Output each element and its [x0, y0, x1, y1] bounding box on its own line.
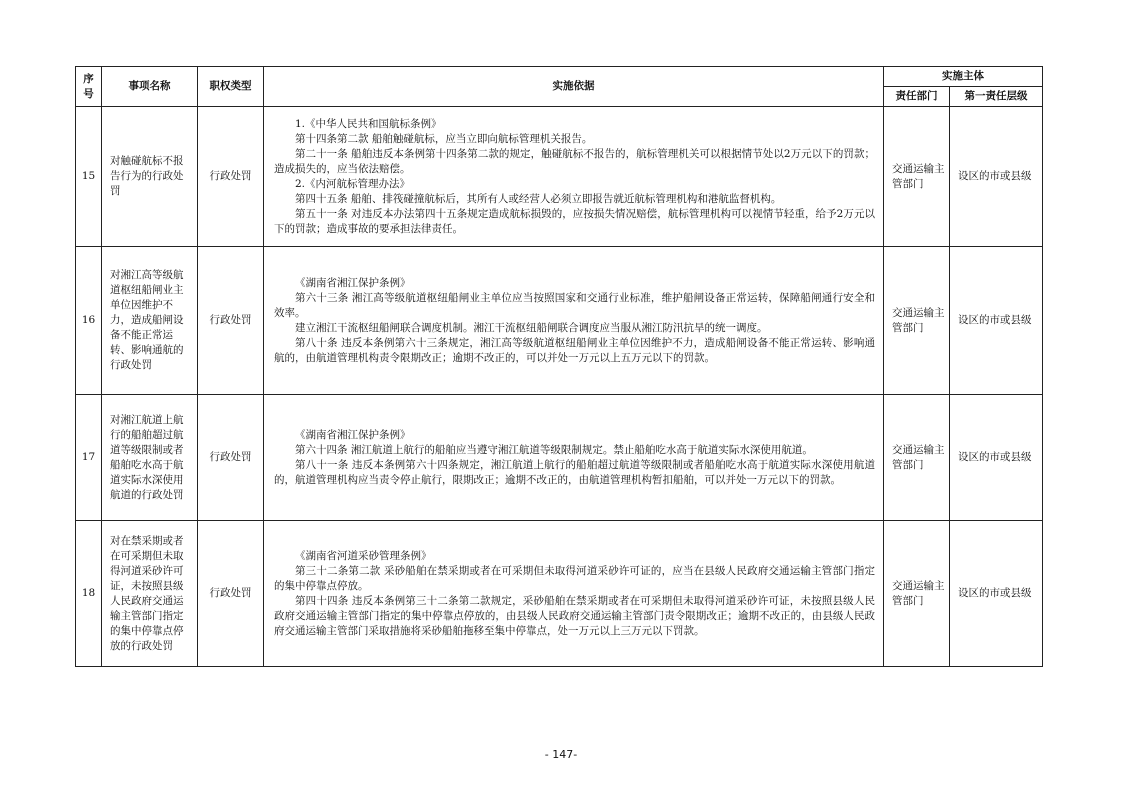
legal-basis [264, 395, 884, 521]
power-type: 行政处罚 [198, 107, 264, 247]
header-type: 职权类型 [198, 67, 264, 107]
basis-paragraph: 第八十条 违反本条例第六十三条规定，湘江高等级航道枢纽船闸业主单位因维护不力，造成船闸设备不能正常运转、影响通航的，由航道管理机构责令限期改正；逾期不改正的，可以并处一万元以上五万元以下的罚款。 [274, 336, 875, 364]
item-name: 对触碰航标不报告行为的行政处罚 [102, 107, 198, 247]
table-row [76, 247, 1043, 395]
basis-paragraph: 第八十一条 违反本条例第六十四条规定，湘江航道上航行的船舶超过航道等级限制或者船舶吃水高于航道实际水深使用航道的，航道管理机构应当责令停止航行，限期改正；逾期不改正的，由航道管理机构暂扣船舶，可以并处一万元以下的罚款。 [274, 458, 875, 486]
row-index: 17 [76, 395, 102, 521]
responsibility-level: 设区的市或县级 [950, 107, 1043, 247]
responsible-dept: 交通运输主管部门 [884, 107, 950, 247]
table-row [76, 521, 1043, 667]
table-row [76, 107, 1043, 247]
responsibility-level: 设区的市或县级 [950, 395, 1043, 521]
basis-paragraph: 2.《内河航标管理办法》 [295, 177, 411, 190]
legal-basis [264, 521, 884, 667]
item-name: 对湘江航道上航行的船舶超过航道等级限制或者船舶吃水高于航道实际水深使用航道的行政处罚 [102, 395, 198, 521]
header-basis: 实施依据 [264, 67, 884, 107]
item-name: 对湘江高等级航道枢纽船闸业主单位因维护不力，造成船闸设备不能正常运转、影响通航的行政处罚 [102, 247, 198, 395]
row-index: 16 [76, 247, 102, 395]
item-name: 对在禁采期或者在可采期但未取得河道采砂许可证，未按照县级人民政府交通运输主管部门指定的集中停靠点停放的行政处罚 [102, 521, 198, 667]
basis-paragraph: 第四十四条 违反本条例第三十二条第二款规定，采砂船舶在禁采期或者在可采期但未取得河道采砂许可证，未按照县级人民政府交通运输主管部门指定的集中停靠点停放的，由县级人民政府交通运输主管部门责令限期改正；逾期不改正的，由县级人民政府交通运输主管部门采取措施将采砂船舶拖移至集中停靠点，处一万元以上三万元以下罚款。 [274, 594, 875, 637]
regulation-table [75, 66, 1043, 667]
basis-paragraph: 1.《中华人民共和国航标条例》 [295, 117, 442, 130]
responsible-dept: 交通运输主管部门 [884, 247, 950, 395]
page-number: - 147- [544, 748, 578, 761]
basis-paragraph: 第十四条第二款 船舶触碰航标，应当立即向航标管理机关报告。 [295, 132, 593, 145]
basis-paragraph: 《湖南省湘江保护条例》 [295, 276, 411, 289]
basis-paragraph: 第三十二条第二款 采砂船舶在禁采期或者在可采期但未取得河道采砂许可证的，应当在县级人民政府交通运输主管部门指定的集中停靠点停放。 [274, 564, 875, 592]
row-index: 18 [76, 521, 102, 667]
power-type: 行政处罚 [198, 247, 264, 395]
basis-paragraph: 第二十一条 船舶违反本条例第十四条第二款的规定，触碰航标不报告的，航标管理机关可以根据情节处以2万元以下的罚款；造成损失的，应当依法赔偿。 [274, 147, 875, 175]
header-name: 事项名称 [102, 67, 198, 107]
responsibility-level: 设区的市或县级 [950, 247, 1043, 395]
responsible-dept: 交通运输主管部门 [884, 521, 950, 667]
legal-basis [264, 107, 884, 247]
power-type: 行政处罚 [198, 521, 264, 667]
basis-paragraph: 《湖南省河道采砂管理条例》 [295, 549, 432, 562]
basis-paragraph: 第四十五条 船舶、排筏碰撞航标后，其所有人或经营人必须立即报告就近航标管理机构和港航监督机构。 [295, 192, 782, 205]
basis-paragraph: 第五十一条 对违反本办法第四十五条规定造成航标损毁的，应按损失情况赔偿，航标管理机构可以视情节轻重，给予2万元以下的罚款；造成事故的要承担法律责任。 [274, 207, 875, 235]
responsible-dept: 交通运输主管部门 [884, 395, 950, 521]
basis-paragraph: 建立湘江干流枢纽船闸联合调度机制。湘江干流枢纽船闸联合调度应当服从湘江防汛抗旱的统一调度。 [295, 321, 768, 334]
basis-paragraph: 第六十三条 湘江高等级航道枢纽船闸业主单位应当按照国家和交通行业标准，维护船闸设备正常运转，保障船闸通行安全和效率。 [274, 291, 875, 319]
header-level: 第一责任层级 [950, 87, 1043, 107]
responsibility-level: 设区的市或县级 [950, 521, 1043, 667]
header-dept: 责任部门 [884, 87, 950, 107]
row-index: 15 [76, 107, 102, 247]
basis-paragraph: 《湖南省湘江保护条例》 [295, 428, 411, 441]
basis-paragraph: 第六十四条 湘江航道上航行的船舶应当遵守湘江航道等级限制规定。禁止船舶吃水高于航道实际水深使用航道。 [295, 443, 813, 456]
power-type: 行政处罚 [198, 395, 264, 521]
header-subject: 实施主体 [884, 67, 1043, 87]
legal-basis [264, 247, 884, 395]
table-row [76, 395, 1043, 521]
header-idx: 序号 [76, 67, 102, 107]
